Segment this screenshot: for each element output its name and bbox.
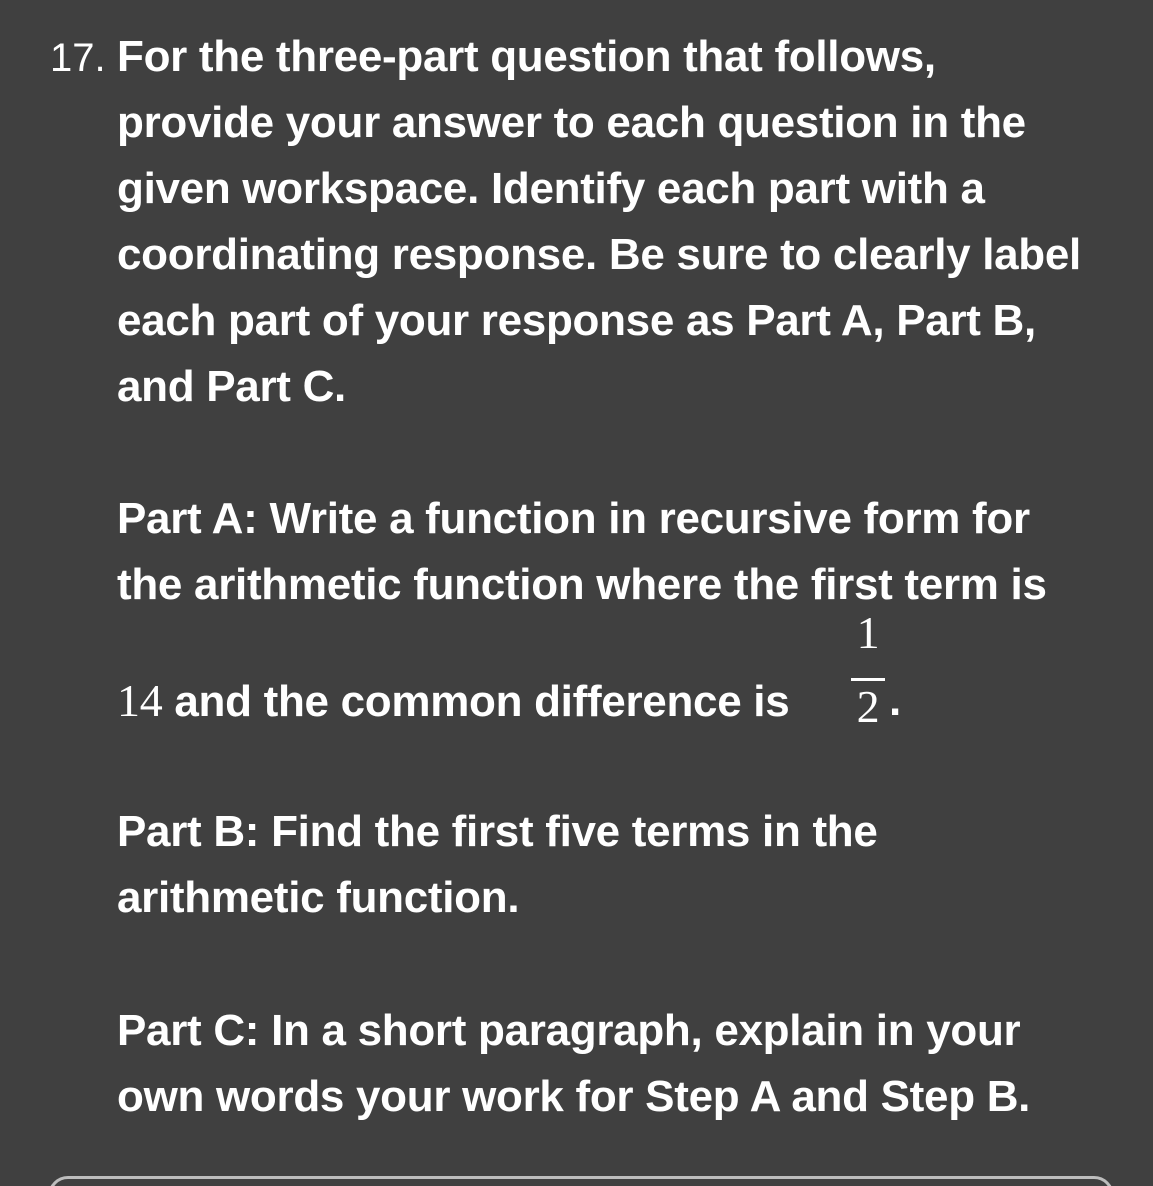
fraction-denominator: 2 [856, 681, 880, 732]
part-b-line: Part B: Find the first five terms in the [117, 807, 878, 856]
question-intro [117, 24, 1127, 420]
intro-line: For the three-part question that follows, [117, 32, 936, 81]
part-a-line: the arithmetic function where the first term is [117, 560, 1047, 609]
question-number: 17. [50, 36, 106, 80]
part-a-math-text: and the common difference is [174, 677, 790, 726]
part-b-text [117, 799, 1127, 931]
part-a-math-line [117, 607, 1127, 734]
intro-line: provide your answer to each question in the [117, 98, 1026, 147]
first-term-value: 14 [117, 675, 163, 726]
fraction-numerator: 1 [856, 607, 880, 658]
answer-workspace[interactable] [48, 1176, 1114, 1186]
part-a-line: Part A: Write a function in recursive form for [117, 494, 1030, 543]
part-b-line: arithmetic function. [117, 873, 520, 922]
common-difference-fraction [851, 594, 885, 744]
part-a-text [117, 486, 1127, 734]
fraction-period: . [889, 676, 901, 725]
part-c-line: Part C: In a short paragraph, explain in your [117, 1006, 1021, 1055]
intro-line: each part of your response as Part A, Part B, [117, 296, 1036, 345]
intro-line: given workspace. Identify each part with a [117, 164, 985, 213]
part-c-line: own words your work for Step A and Step B. [117, 1072, 1031, 1121]
intro-line: coordinating response. Be sure to clearly label [117, 230, 1081, 279]
intro-line: and Part C. [117, 362, 346, 411]
part-c-text [117, 998, 1127, 1130]
